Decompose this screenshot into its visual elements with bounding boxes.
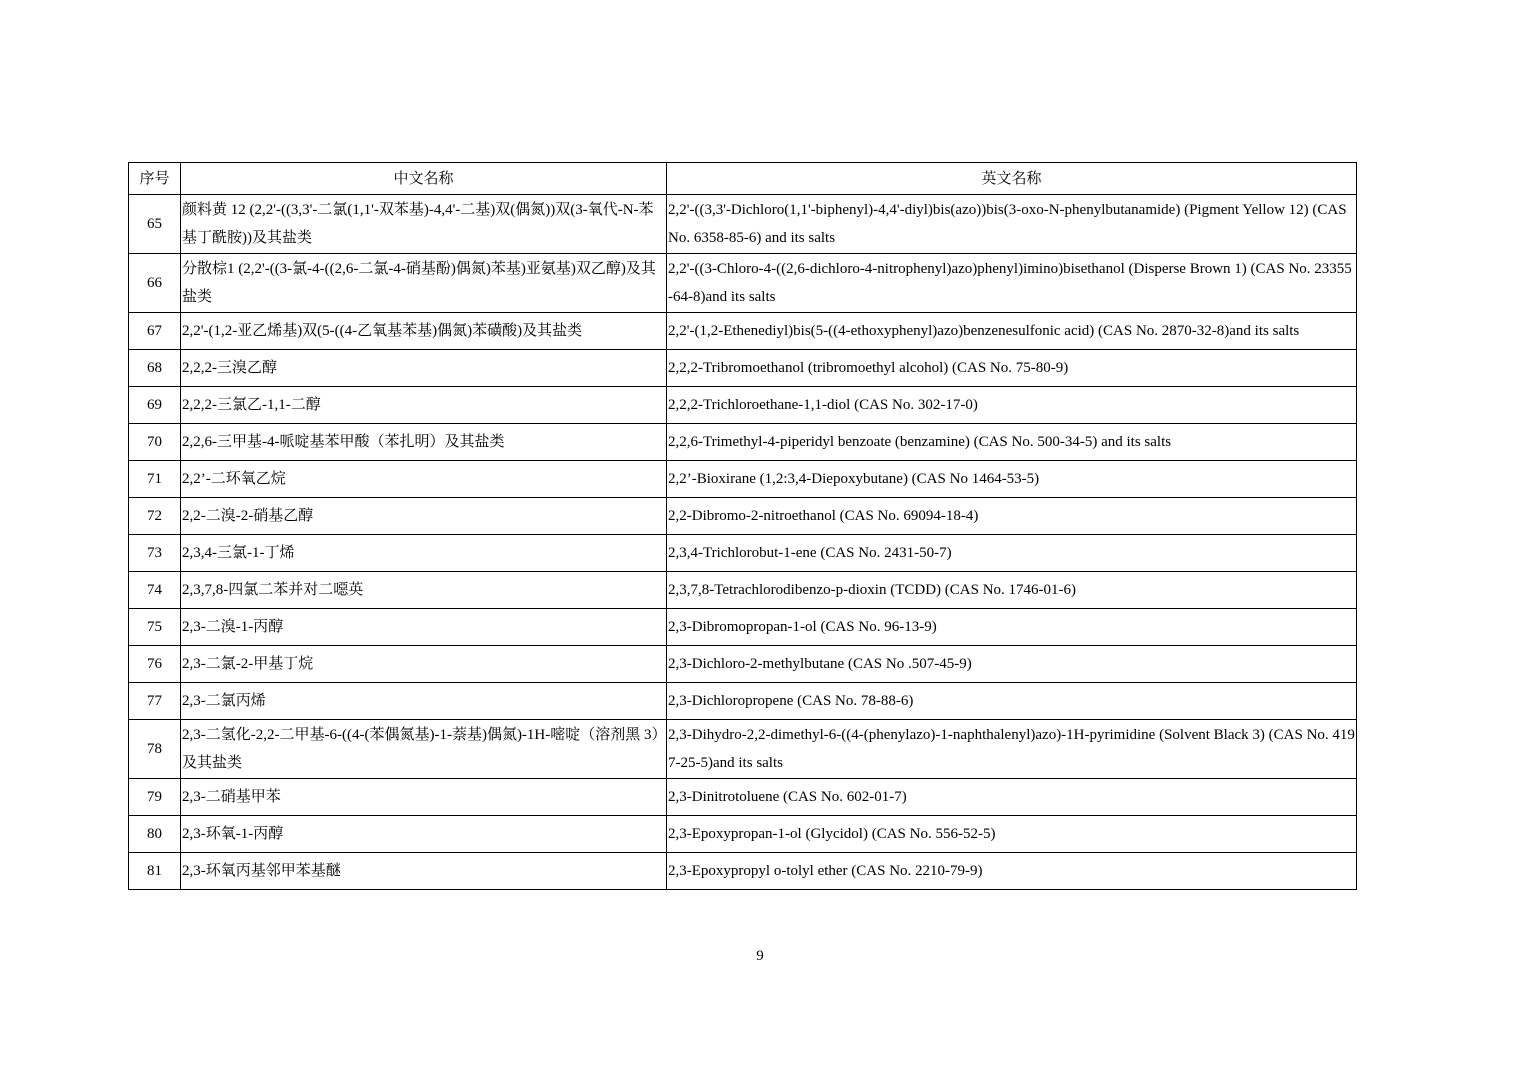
row-english-name: 2,2-Dibromo-2-nitroethanol (CAS No. 69094-18-4): [667, 498, 1357, 535]
row-english-name: 2,2,2-Tribromoethanol (tribromoethyl alcohol) (CAS No. 75-80-9): [667, 350, 1357, 387]
row-serial-number: 77: [129, 683, 181, 720]
table-row: [129, 195, 1357, 254]
table-row: [129, 816, 1357, 853]
row-chinese-name: 2,3-环氧-1-丙醇: [181, 816, 667, 853]
row-english-name: 2,2,2-Trichloroethane-1,1-diol (CAS No. 302-17-0): [667, 387, 1357, 424]
row-serial-number: 72: [129, 498, 181, 535]
row-english-name: 2,2'-((3-Chloro-4-((2,6-dichloro-4-nitrophenyl)azo)phenyl)imino)bisethanol (Disperse Brown 1) (CAS No. 23355-64-8)and its salts: [667, 254, 1357, 313]
row-serial-number: 65: [129, 195, 181, 254]
row-english-name: 2,3-Dibromopropan-1-ol (CAS No. 96-13-9): [667, 609, 1357, 646]
table-row: [129, 387, 1357, 424]
row-english-name: 2,2’-Bioxirane (1,2:3,4-Diepoxybutane) (CAS No 1464-53-5): [667, 461, 1357, 498]
header-serial-number: 序号: [129, 163, 181, 195]
row-serial-number: 69: [129, 387, 181, 424]
row-english-name: 2,2'-((3,3'-Dichloro(1,1'-biphenyl)-4,4'-diyl)bis(azo))bis(3-oxo-N-phenylbutanamide) (Pigment Yellow 12) (CAS No. 6358-85-6) and its salts: [667, 195, 1357, 254]
row-chinese-name: 分散棕1 (2,2'-((3-氯-4-((2,6-二氯-4-硝基酚)偶氮)苯基)亚氨基)双乙醇)及其盐类: [181, 254, 667, 313]
substance-table: [128, 162, 1357, 890]
row-serial-number: 76: [129, 646, 181, 683]
page-number: 9: [756, 948, 764, 964]
row-chinese-name: 2,3-二氯-2-甲基丁烷: [181, 646, 667, 683]
row-serial-number: 73: [129, 535, 181, 572]
table-row: [129, 535, 1357, 572]
table-row: [129, 853, 1357, 890]
row-serial-number: 78: [129, 720, 181, 779]
row-english-name: 2,3,7,8-Tetrachlorodibenzo-p-dioxin (TCDD) (CAS No. 1746-01-6): [667, 572, 1357, 609]
row-english-name: 2,3-Dinitrotoluene (CAS No. 602-01-7): [667, 779, 1357, 816]
table-row: [129, 313, 1357, 350]
table-row: [129, 572, 1357, 609]
table-row: [129, 720, 1357, 779]
row-serial-number: 74: [129, 572, 181, 609]
row-serial-number: 75: [129, 609, 181, 646]
row-chinese-name: 2,3,4-三氯-1-丁烯: [181, 535, 667, 572]
table-row: [129, 498, 1357, 535]
row-chinese-name: 2,3-二氯丙烯: [181, 683, 667, 720]
row-english-name: 2,3-Dichloro-2-methylbutane (CAS No .507-45-9): [667, 646, 1357, 683]
row-serial-number: 66: [129, 254, 181, 313]
row-chinese-name: 2,2,2-三溴乙醇: [181, 350, 667, 387]
row-serial-number: 81: [129, 853, 181, 890]
row-english-name: 2,3-Epoxypropan-1-ol (Glycidol) (CAS No. 556-52-5): [667, 816, 1357, 853]
row-english-name: 2,3-Dichloropropene (CAS No. 78-88-6): [667, 683, 1357, 720]
header-chinese-name: 中文名称: [181, 163, 667, 195]
row-english-name: 2,3-Dihydro-2,2-dimethyl-6-((4-(phenylazo)-1-naphthalenyl)azo)-1H-pyrimidine (Solvent Black 3) (CAS No. 4197-25-5)and its salts: [667, 720, 1357, 779]
row-serial-number: 67: [129, 313, 181, 350]
row-english-name: 2,3-Epoxypropyl o-tolyl ether (CAS No. 2210-79-9): [667, 853, 1357, 890]
table-row: [129, 646, 1357, 683]
table-row: [129, 779, 1357, 816]
row-chinese-name: 2,2’-二环氧乙烷: [181, 461, 667, 498]
table-body: [129, 195, 1357, 890]
row-chinese-name: 2,3-二溴-1-丙醇: [181, 609, 667, 646]
row-english-name: 2,3,4-Trichlorobut-1-ene (CAS No. 2431-50-7): [667, 535, 1357, 572]
row-serial-number: 68: [129, 350, 181, 387]
table-row: [129, 254, 1357, 313]
table-row: [129, 461, 1357, 498]
row-chinese-name: 2,2'-(1,2-亚乙烯基)双(5-((4-乙氧基苯基)偶氮)苯磺酸)及其盐类: [181, 313, 667, 350]
header-english-name: 英文名称: [667, 163, 1357, 195]
row-chinese-name: 2,2-二溴-2-硝基乙醇: [181, 498, 667, 535]
row-chinese-name: 2,3-环氧丙基邻甲苯基醚: [181, 853, 667, 890]
table-header: [129, 163, 1357, 195]
row-chinese-name: 2,3-二硝基甲苯: [181, 779, 667, 816]
header-row: [129, 163, 1357, 195]
row-serial-number: 79: [129, 779, 181, 816]
table-row: [129, 350, 1357, 387]
row-chinese-name: 2,2,6-三甲基-4-哌啶基苯甲酸（苯扎明）及其盐类: [181, 424, 667, 461]
row-chinese-name: 颜料黄 12 (2,2'-((3,3'-二氯(1,1'-双苯基)-4,4'-二基)双(偶氮))双(3-氧代-N-苯基丁酰胺))及其盐类: [181, 195, 667, 254]
row-english-name: 2,2'-(1,2-Ethenediyl)bis(5-((4-ethoxyphenyl)azo)benzenesulfonic acid) (CAS No. 2870-32-8)and its salts: [667, 313, 1357, 350]
table-row: [129, 609, 1357, 646]
row-serial-number: 70: [129, 424, 181, 461]
row-chinese-name: 2,2,2-三氯乙-1,1-二醇: [181, 387, 667, 424]
table-row: [129, 683, 1357, 720]
table-row: [129, 424, 1357, 461]
row-serial-number: 80: [129, 816, 181, 853]
row-chinese-name: 2,3-二氢化-2,2-二甲基-6-((4-(苯偶氮基)-1-萘基)偶氮)-1H-嘧啶（溶剂黑 3）及其盐类: [181, 720, 667, 779]
row-english-name: 2,2,6-Trimethyl-4-piperidyl benzoate (benzamine) (CAS No. 500-34-5) and its salts: [667, 424, 1357, 461]
row-serial-number: 71: [129, 461, 181, 498]
row-chinese-name: 2,3,7,8-四氯二苯并对二噁英: [181, 572, 667, 609]
